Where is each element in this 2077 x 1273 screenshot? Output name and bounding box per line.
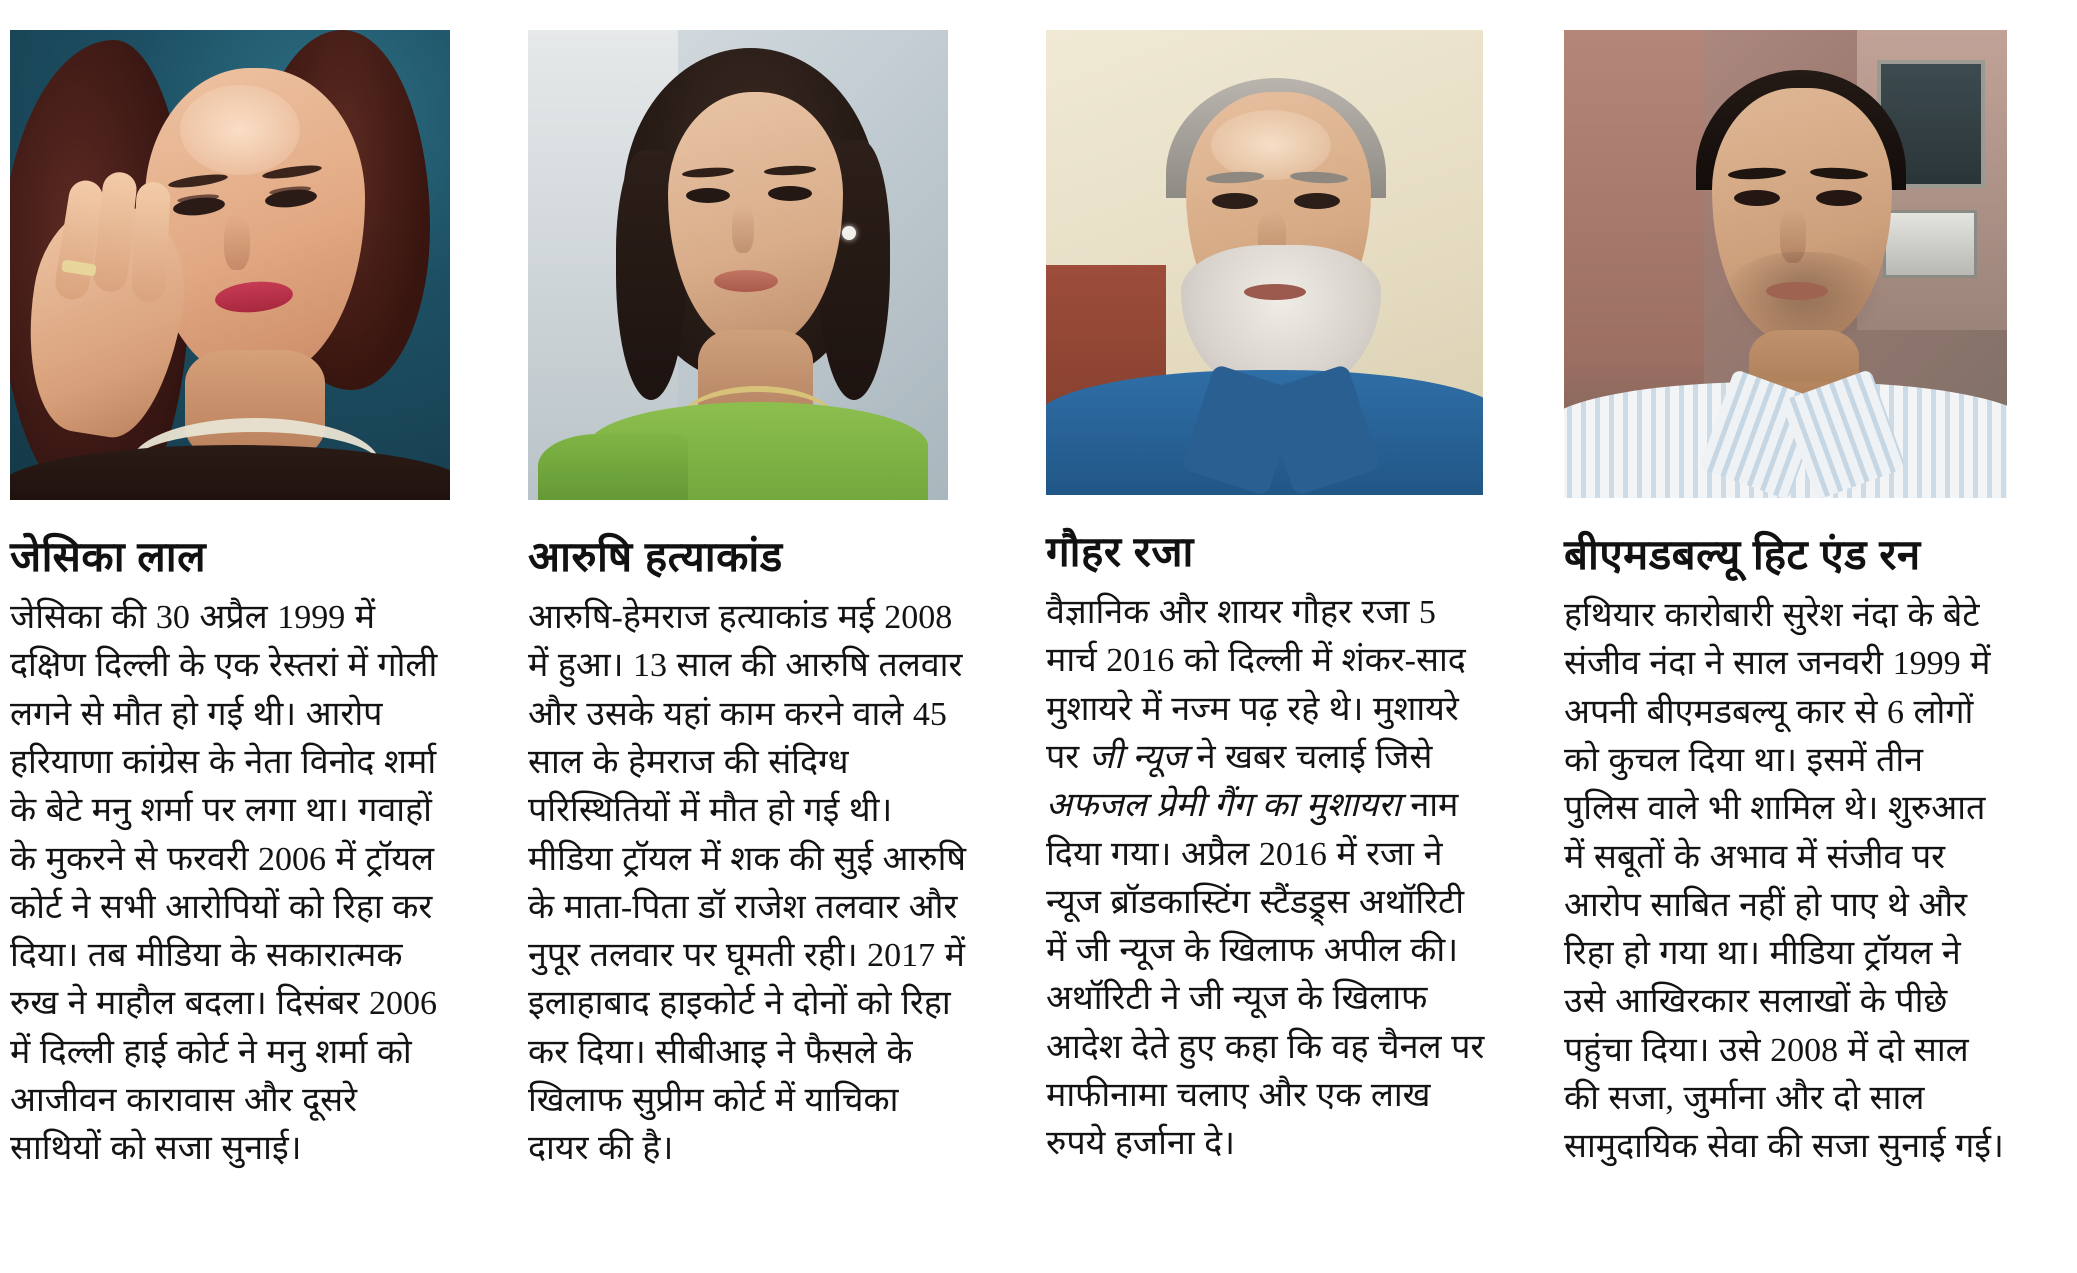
nose-shape [224,215,250,270]
eye-shape [1816,190,1862,206]
highlight-shape [1211,110,1331,180]
article-column-gauhar-raza [1046,30,1486,1168]
body-text-run: वैज्ञानिक और शायर गौहर रजा 5 मार्च 2016 को दिल्ली में शंकर-साद मुशायरे में नज्म पढ़ रहे थे। मुशायरे पर [1046,594,1466,776]
photo-aarushi [528,30,948,500]
article-column-bmw-hit-and-run [1564,30,2004,1171]
photo-jessica-lal [10,30,450,500]
eye-shape [1212,193,1258,209]
column-body-text: हथियार कारोबारी सुरेश नंदा के बेटे संजीव नंदा ने साल जनवरी 1999 में अपनी बीएमडबल्यू कार से 6 लोगों को कुचल दिया था। इसमें तीन पुलिस वाले भी शामिल थे। शुरुआत में सबूतों के अभाव में संजीव पर आरोप साबित नहीं हो पाए थे और रिहा हो गया था। मीडिया ट्रॉयल ने उसे आखिरकार सलाखों के पीछे पहुंचा दिया। उसे 2008 में दो साल की सजा, जुर्माना और दो साल सामुदायिक सेवा की सजा सुनाई गई। [1564,597,2004,1166]
column-headline: बीएमडबल्यू हिट एंड रन [1564,531,1921,578]
highlight-shape [180,85,300,175]
emphasized-text: अफजल प्रेमी गैंग का मुशायरा [1046,787,1401,825]
eye-shape [1734,190,1780,206]
finger-shape [131,181,171,303]
column-headline: गौहर रजा [1046,528,1194,575]
earring-shape [842,226,856,240]
air-conditioner-shape [1883,210,1977,278]
column-headline: जेसिका लाल [10,533,207,580]
lips-shape [1766,282,1828,300]
column-headline: आरुषि हत्याकांड [528,533,783,580]
eye-shape [686,188,730,203]
body-text-run: नाम दिया गया। अप्रैल 2016 में रजा ने न्यूज ब्रॉडकास्टिंग स्टैंडड्र्स अथॉरिटी में जी न्यूज के खिलाफ अपील की। अथॉरिटी ने जी न्यूज के खिलाफ आदेश देते हुए कहा कि वह चैनल पर माफीनामा चलाए और एक लाख रुपये हर्जाना दे। [1046,787,1485,1163]
photo-sanjeev-nanda [1564,30,2007,498]
eye-shape [1294,193,1340,209]
column-body-text: जेसिका की 30 अप्रैल 1999 में दक्षिण दिल्ली के एक रेस्तरां में गोली लगने से मौत हो गई थी। आरोप हरियाणा कांग्रेस के नेता विनोद शर्मा के बेटे मनु शर्मा पर लगा था। गवाहों के मुकरने से फरवरी 2006 में ट्रॉयल कोर्ट ने सभी आरोपियों को रिहा कर दिया। तब मीडिया के सकारात्मक रुख ने माहौल बदला। दिसंबर 2006 में दिल्ली हाई कोर्ट ने मनु शर्मा को आजीवन कारावास और दूसरे साथियों को सजा सुनाई। [10,599,438,1168]
clothing-shape [538,434,688,500]
article-column-aarushi-hatyakand [528,30,968,1173]
column-body-text: आरुषि-हेमराज हत्याकांड मई 2008 में हुआ। 13 साल की आरुषि तलवार और उसके यहां काम करने वाले 45 साल के हेमराज की संदिग्ध परिस्थितियों में मौत हो गई थी। मीडिया ट्रॉयल में शक की सुई आरुषि के माता-पिता डॉ राजेश तलवार और नुपूर तलवार पर घूमती रही। 2017 में इलाहाबाद हाइकोर्ट ने दोनों को रिहा कर दिया। सीबीआइ ने फैसले के खिलाफ सुप्रीम कोर्ट में याचिका दायर की है। [528,599,967,1168]
nose-shape [732,205,754,253]
lips-shape [714,270,778,292]
column-body-text [1046,589,1486,1168]
eye-shape [768,186,812,201]
body-text-run: ने खबर चलाई जिसे [1187,738,1433,776]
article-columns [10,30,2057,1263]
article-column-jessica-lal [10,30,450,1173]
mouth-shape [1244,284,1306,300]
emphasized-text: जी न्यूज [1088,738,1188,776]
photo-gauhar-raza [1046,30,1483,495]
